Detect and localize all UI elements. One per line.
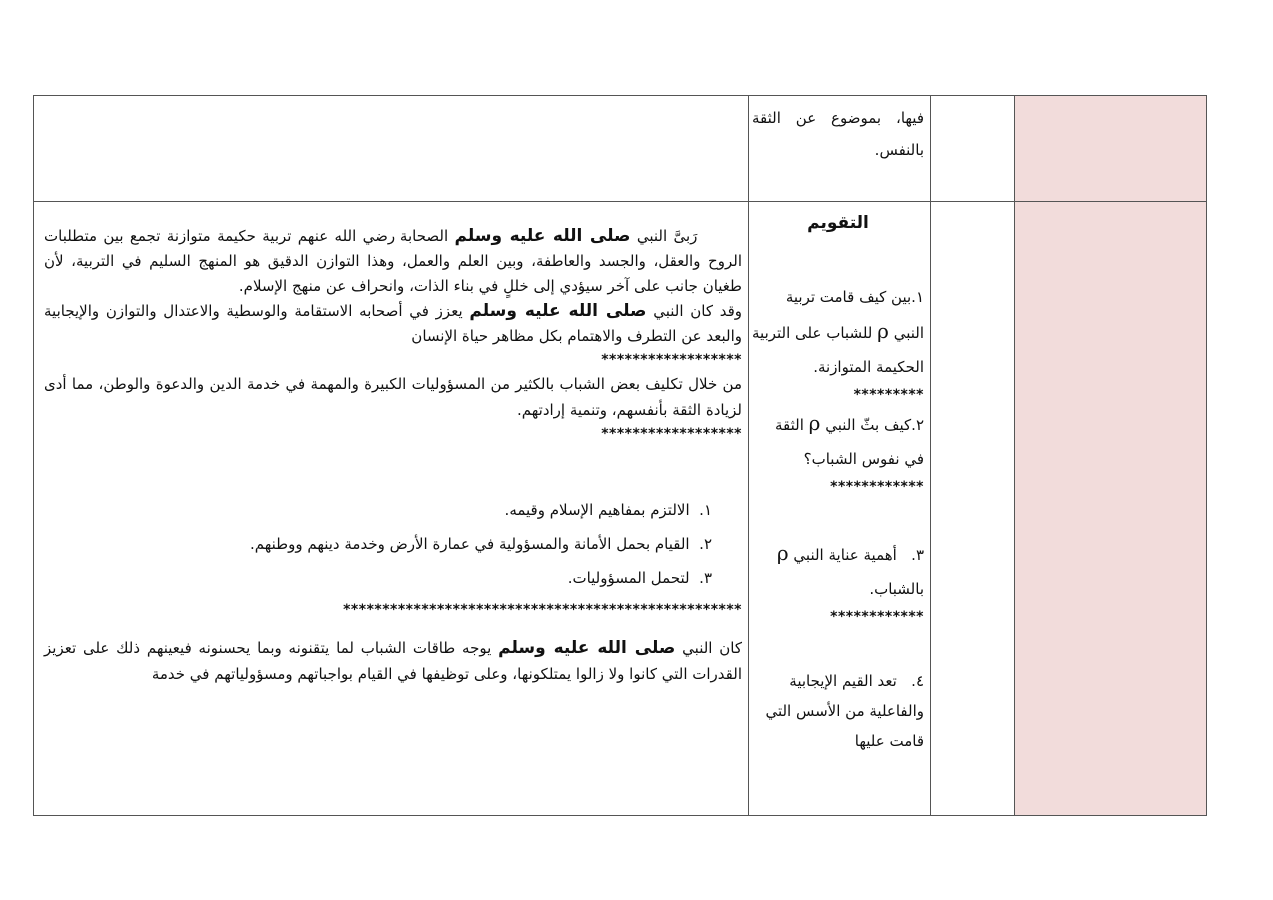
salutation: صلى الله عليه وسلم	[454, 226, 631, 246]
question-4: ٤. تعد القيم الإيجابية والفاعلية من الأسس التي قامت عليها	[765, 672, 924, 750]
pbuh-symbol: ρ	[776, 541, 789, 565]
evaluation-cell	[752, 210, 924, 756]
activity-cell	[752, 102, 924, 166]
question-1: ١.بين كيف قامت تربية النبي ρ للشباب على التربية الحكيمة المتوازنة.	[752, 288, 924, 376]
answer-4: كان النبي صلى الله عليه وسلم يوجه طاقات الشباب لما يتقنونه وبما يحسنونه فيعينهم ذلك على تعزيز القدرات التي كانوا ولا زالوا يمتلكونها، وعلى توظيفها في القيام بواجباتهم ومسؤولياتهم في خدمة	[44, 638, 742, 683]
column-divider-2	[930, 96, 931, 815]
evaluation-heading: التقويم	[807, 213, 869, 233]
separator-stars: ***************************************************	[343, 602, 742, 618]
list-item: ٢. القيام بحمل الأمانة والمسؤولية في عمارة الأرض وخدمة دينهم ووطنهم.	[249, 535, 712, 553]
row-divider	[34, 201, 1206, 202]
question-2: ٢.كيف بثّ النبي ρ الثقة في نفوس الشباب؟	[774, 411, 924, 468]
column-divider-1	[748, 96, 749, 815]
lesson-table	[33, 95, 1207, 816]
separator-stars: ******************	[601, 352, 742, 368]
answer-1: رَبىَّ النبي صلى الله عليه وسلم الصحابة رضي الله عنهم تربية حكيمة متوازنة تجمع بين متطلبات الروح والعقل، والجسد والعاطفة، وبين العلم والعمل، وهذا التوازن الدقيق هو المنهج السليم في التربية، لأن طغيان جانب على آخر سيؤدي إلى خللٍ في بناء الذات، وانحراف عن منهج الإسلام.	[44, 226, 742, 295]
activity-text: فيها، بموضوع عن الثقة بالنفس.	[752, 109, 924, 159]
question-3: ٣. أهمية عناية النبي ρ بالشباب.	[776, 541, 924, 598]
salutation: صلى الله عليه وسلم	[469, 301, 647, 321]
answer-3-list	[44, 493, 742, 595]
pbuh-symbol: ρ	[808, 411, 821, 435]
column-divider-3	[1014, 96, 1015, 815]
list-item: ١. الالتزم بمفاهيم الإسلام وقيمه.	[504, 501, 712, 519]
answers-cell	[44, 224, 742, 687]
separator-stars: *********	[853, 387, 924, 403]
pink-column	[1014, 96, 1206, 815]
answer-2: من خلال تكليف بعض الشباب بالكثير من المسؤوليات الكبيرة والمهمة في خدمة الدين والدعوة والوطن، مما أدى لزيادة الثقة بأنفسهم، وتنمية إرادتهم.	[44, 375, 742, 419]
list-item: ٣. لتحمل المسؤوليات.	[567, 569, 712, 587]
pbuh-symbol: ρ	[877, 319, 889, 343]
separator-stars: ************	[830, 609, 924, 625]
answer-1b: وقد كان النبي صلى الله عليه وسلم يعزز في أصحابه الاستقامة والوسطية والاعتدال والتوازن والإيجابية والبعد عن التطرف والاهتمام بكل مظاهر حياة الإنسان	[44, 301, 742, 345]
separator-stars: ******************	[601, 426, 742, 442]
separator-stars: ************	[830, 479, 924, 495]
salutation: صلى الله عليه وسلم	[498, 638, 676, 658]
